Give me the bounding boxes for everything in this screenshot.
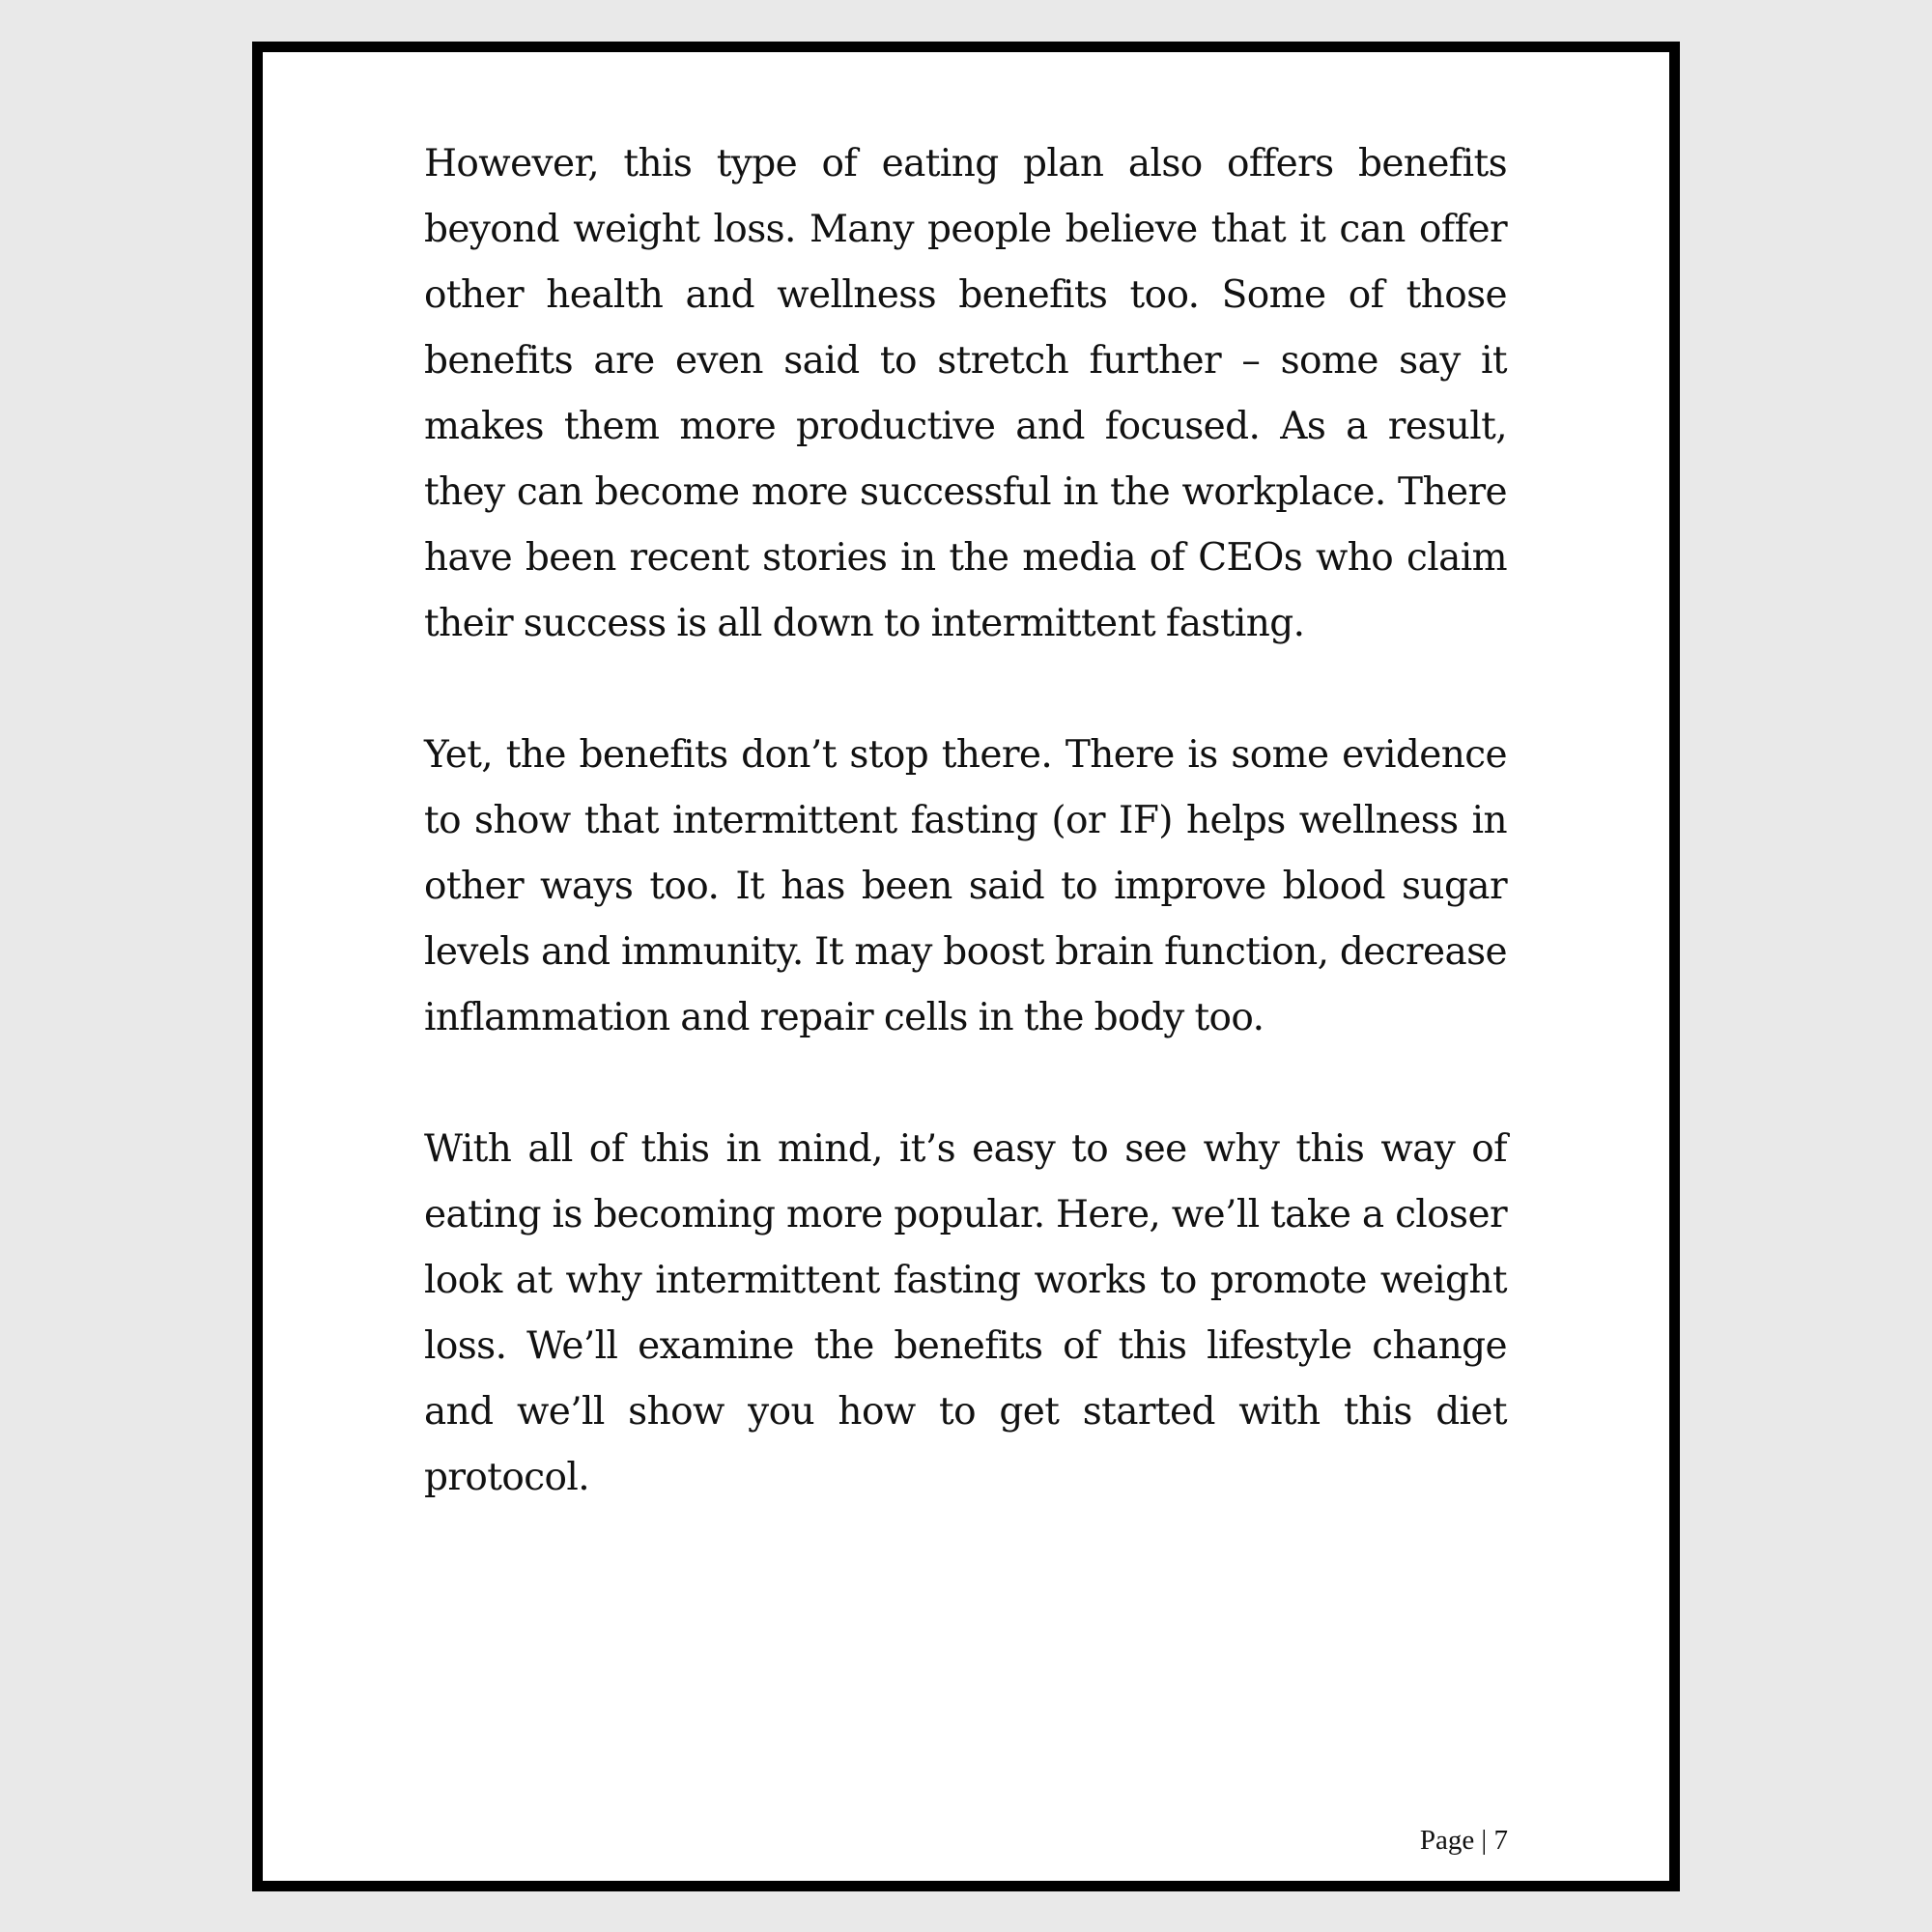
document-page [252,42,1680,1891]
paragraph-1: However, this type of eating plan also offers benefits beyond weight loss. Many people believe that it can offer other health and wellness benefits too. Some of those benefits are even said to stretch further – some say it makes them more productive and focused. As a result, they can become more successful in the workplace. There have been recent stories in the media of CEOs who claim their success is all down to intermittent fasting. [424,142,1507,645]
paragraph-3: With all of this in mind, it’s easy to see why this way of eating is becoming more popular. Here, we’ll take a closer look at why intermittent fasting works to promote weight loss. We’ll examine the benefits of this lifestyle change and we’ll show you how to get started with this diet protocol. [424,1127,1507,1499]
body-text [424,131,1507,1577]
page-number: Page | 7 [1419,1825,1508,1856]
paragraph-2: Yet, the benefits don’t stop there. There is some evidence to show that intermittent fasting (or IF) helps wellness in other ways too. It has been said to improve blood sugar levels and immunity. It may boost brain function, decrease inflammation and repair cells in the body too. [424,733,1507,1039]
